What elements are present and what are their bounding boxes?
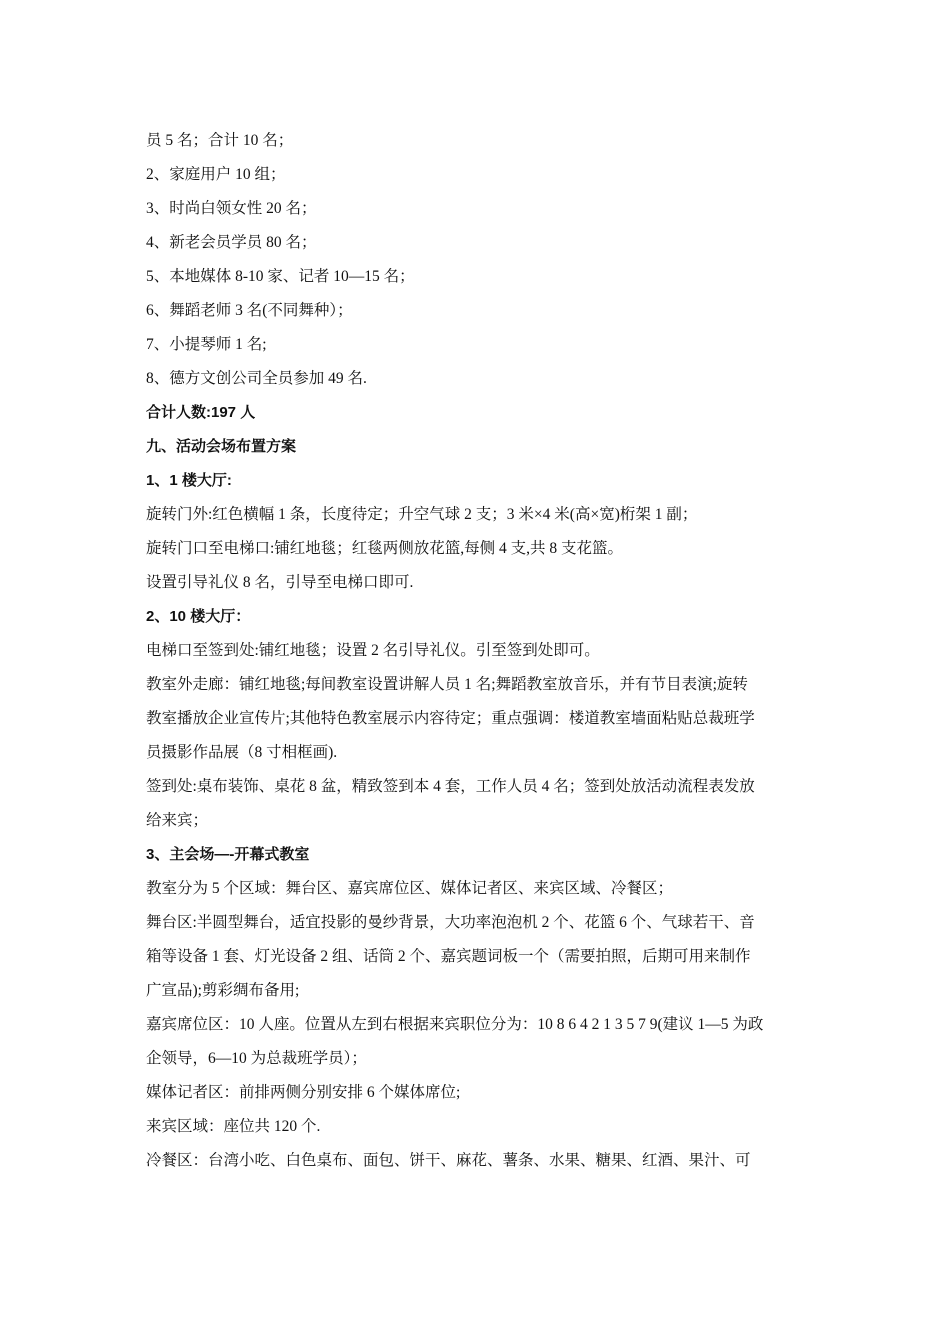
section-heading: 2、10 楼大厅： bbox=[146, 608, 251, 625]
text-line: 箱等设备 1 套、灯光设备 2 组、话筒 2 个、嘉宾题词板一个（需要拍照，后期可用来制作 bbox=[146, 948, 751, 965]
text-line: 给来宾； bbox=[146, 812, 209, 829]
text-line: 企领导，6—10 为总裁班学员）； bbox=[146, 1050, 367, 1067]
text-line: 员 5 名；合计 10 名； bbox=[146, 132, 294, 149]
text-line: 广宣品);剪彩绸布备用; bbox=[146, 982, 300, 999]
text-line: 设置引导礼仪 8 名，引导至电梯口即可. bbox=[146, 574, 414, 591]
text-line: 8、德方文创公司全员参加 49 名. bbox=[146, 370, 367, 387]
section-heading: 合计人数:197 人 bbox=[146, 404, 256, 421]
text-line: 冷餐区：台湾小吃、白色桌布、面包、饼干、麻花、薯条、水果、糖果、红酒、果汁、可 bbox=[146, 1152, 751, 1169]
text-line: 媒体记者区：前排两侧分别安排 6 个媒体席位; bbox=[146, 1084, 461, 1101]
text-line: 签到处:桌布装饰、桌花 8 盆，精致签到本 4 套，工作人员 4 名；签到处放活动流程表发放 bbox=[146, 778, 755, 795]
text-line: 3、时尚白领女性 20 名； bbox=[146, 200, 317, 217]
text-line: 旋转门外:红色横幅 1 条，长度待定；升空气球 2 支；3 米×4 米(高×宽)桁架 1 副； bbox=[146, 506, 698, 523]
section-heading: 3、主会场—-开幕式教室 bbox=[146, 846, 310, 863]
text-line: 来宾区域：座位共 120 个. bbox=[146, 1118, 321, 1135]
text-line: 教室播放企业宣传片;其他特色教室展示内容待定；重点强调：楼道教室墙面粘贴总裁班学 bbox=[146, 710, 755, 727]
text-line: 电梯口至签到处:铺红地毯；设置 2 名引导礼仪。引至签到处即可。 bbox=[146, 642, 600, 659]
section-heading: 九、活动会场布置方案 bbox=[146, 438, 297, 455]
text-line: 7、小提琴师 1 名; bbox=[146, 336, 267, 353]
section-heading: 1、1 楼大厅: bbox=[146, 472, 232, 489]
text-line: 4、新老会员学员 80 名； bbox=[146, 234, 317, 251]
text-line: 教室分为 5 个区域：舞台区、嘉宾席位区、媒体记者区、来宾区域、冷餐区； bbox=[146, 880, 674, 897]
text-line: 员摄影作品展（8 寸相框画). bbox=[146, 744, 338, 761]
text-line: 教室外走廊：铺红地毯;每间教室设置讲解人员 1 名;舞蹈教室放音乐，并有节目表演;旋转 bbox=[146, 676, 748, 693]
text-line: 2、家庭用户 10 组； bbox=[146, 166, 286, 183]
text-line: 5、本地媒体 8-10 家、记者 10—15 名； bbox=[146, 268, 415, 285]
text-line: 6、舞蹈老师 3 名(不同舞种）； bbox=[146, 302, 353, 319]
document-body bbox=[146, 124, 810, 1178]
text-line: 嘉宾席位区：10 人座。位置从左到右根据来宾职位分为：10 8 6 4 2 1 3 5 7 9(建议 1—5 为政 bbox=[146, 1016, 764, 1033]
text-line: 舞台区:半圆型舞台，适宜投影的曼纱背景，大功率泡泡机 2 个、花篮 6 个、气球若干、音 bbox=[146, 914, 755, 931]
text-line: 旋转门口至电梯口:铺红地毯；红毯两侧放花篮,每侧 4 支,共 8 支花篮。 bbox=[146, 540, 624, 557]
